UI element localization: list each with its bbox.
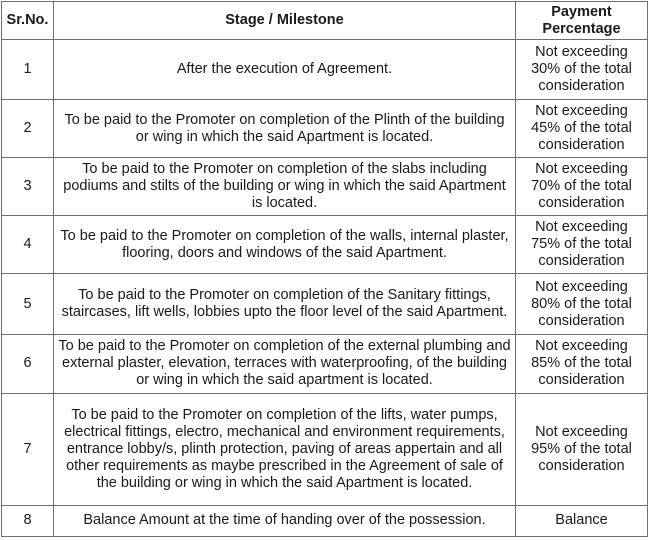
row-payment: Balance [516,505,648,536]
header-stage: Stage / Milestone [54,2,516,40]
row-stage: To be paid to the Promoter on completion of the walls, internal plaster, flooring, doors and windows of the said Apartment. [54,216,516,274]
table-row [2,334,648,393]
table-row [2,216,648,274]
row-sr-no: 5 [2,274,54,334]
row-sr-no: 1 [2,40,54,100]
row-payment: Not exceeding 80% of the total consideration [516,274,648,334]
row-payment: Not exceeding 70% of the total consideration [516,158,648,216]
row-payment: Not exceeding 75% of the total consideration [516,216,648,274]
row-stage: Balance Amount at the time of handing over of the possession. [54,505,516,536]
row-payment: Not exceeding 85% of the total consideration [516,334,648,393]
table-row [2,158,648,216]
table-row [2,100,648,158]
payment-schedule-table [1,1,648,537]
table-row [2,505,648,536]
row-stage: To be paid to the Promoter on completion of the Sanitary fittings, staircases, lift wells, lobbies upto the floor level of the said Apartment. [54,274,516,334]
header-sr-no: Sr.No. [2,2,54,40]
row-payment: Not exceeding 95% of the total consideration [516,393,648,505]
row-stage: To be paid to the Promoter on completion of the Plinth of the building or wing in which the said Apartment is located. [54,100,516,158]
header-row [2,2,648,40]
row-stage: To be paid to the Promoter on completion of the slabs including podiums and stilts of the building or wing in which the said Apartment is located. [54,158,516,216]
header-payment: Payment Percentage [516,2,648,40]
row-sr-no: 3 [2,158,54,216]
row-sr-no: 6 [2,334,54,393]
row-payment: Not exceeding 45% of the total consideration [516,100,648,158]
row-payment: Not exceeding 30% of the total consideration [516,40,648,100]
table-row [2,393,648,505]
row-sr-no: 7 [2,393,54,505]
row-stage: To be paid to the Promoter on completion of the external plumbing and external plaster, elevation, terraces with waterproofing, of the building or wing in which the said apartment is located. [54,334,516,393]
row-stage: After the execution of Agreement. [54,40,516,100]
row-sr-no: 8 [2,505,54,536]
row-sr-no: 4 [2,216,54,274]
row-sr-no: 2 [2,100,54,158]
row-stage: To be paid to the Promoter on completion of the lifts, water pumps, electrical fittings, electro, mechanical and environment requirements, entrance lobby/s, plinth protection, paving of areas appertain and all other requirements as maybe prescribed in the Agreement of sale of the building or wing in which the said Apartment is located. [54,393,516,505]
table-row [2,274,648,334]
table-row [2,40,648,100]
